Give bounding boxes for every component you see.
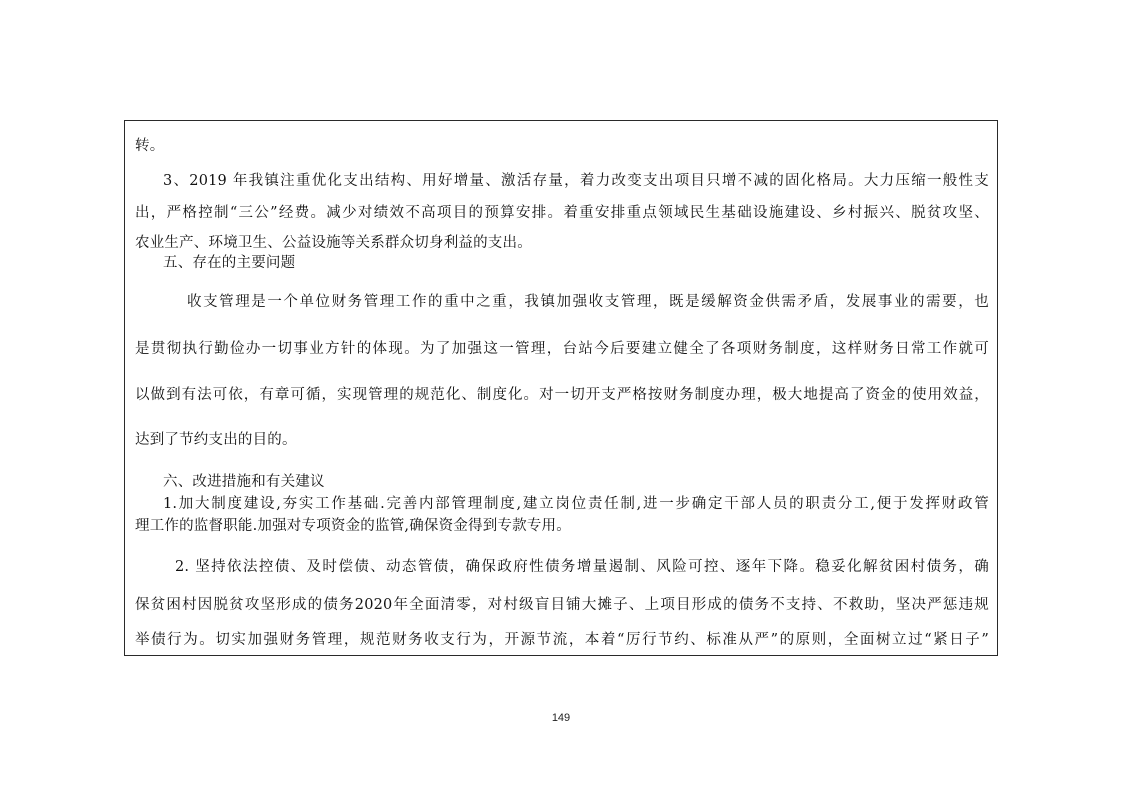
text-line-14: 保贫困村因脱贫攻坚形成的债务2020年全面清零，对村级盲目铺大摊子、上项目形成的债务不支持、不救助，坚决严惩违规 bbox=[135, 597, 989, 613]
text-line-11: 1.加大制度建设,夯实工作基础.完善内部管理制度,建立岗位责任制,进一步确定干部人员的职责分工,便于发挥财政管 bbox=[163, 496, 989, 512]
text-line-13: 2. 坚持依法控债、及时偿债、动态管债，确保政府性债务增量遏制、风险可控、逐年下降。稳妥化解贫困村债务，确 bbox=[175, 559, 989, 575]
text-line-9: 达到了节约支出的目的。 bbox=[135, 432, 297, 448]
text-line-15: 举债行为。切实加强财务管理，规范财务收支行为，开源节流，本着“厉行节约、标准从严”的原则，全面树立过“紧日子” bbox=[135, 632, 989, 648]
section-heading-6: 六、改进措施和有关建议 bbox=[163, 474, 325, 490]
page-number: 149 bbox=[551, 712, 571, 724]
text-line-3: 出，严格控制“三公”经费。减少对绩效不高项目的预算安排。着重安排重点领域民生基础设施建设、乡村振兴、脱贫攻坚、 bbox=[135, 205, 989, 221]
text-line-1: 转。 bbox=[135, 138, 165, 154]
document-table-cell bbox=[124, 120, 998, 656]
text-line-8: 以做到有法可依，有章可循，实现管理的规范化、制度化。对一切开支严格按财务制度办理，极大地提高了资金的使用效益， bbox=[135, 387, 989, 403]
text-line-7: 是贯彻执行勤俭办一切事业方针的体现。为了加强这一管理，台站今后要建立健全了各项财务制度，这样财务日常工作就可 bbox=[135, 341, 989, 357]
text-line-4: 农业生产、环境卫生、公益设施等关系群众切身利益的支出。 bbox=[135, 235, 532, 251]
text-line-6: 收支管理是一个单位财务管理工作的重中之重，我镇加强收支管理，既是缓解资金供需矛盾，发展事业的需要，也 bbox=[187, 294, 989, 310]
text-line-2: 3、2019 年我镇注重优化支出结构、用好增量、激活存量，着力改变支出项目只增不减的固化格局。大力压缩一般性支 bbox=[163, 173, 989, 189]
text-line-12: 理工作的监督职能.加强对专项资金的监管,确保资金得到专款专用。 bbox=[135, 518, 571, 534]
section-heading-5: 五、存在的主要问题 bbox=[163, 255, 296, 271]
